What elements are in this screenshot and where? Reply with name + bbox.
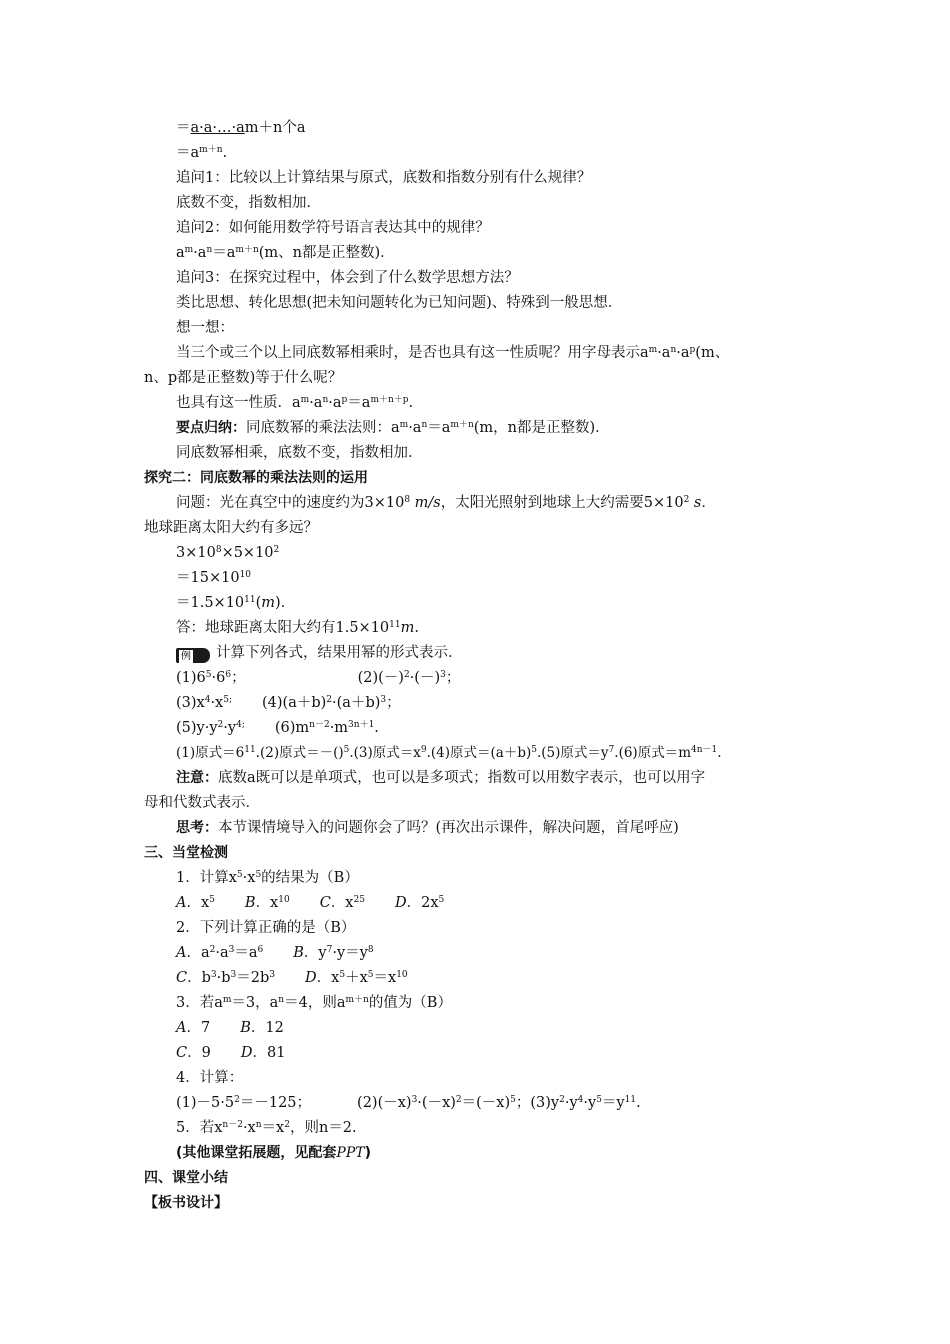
reflection: 思考：本节课情境导入的问题你会了吗？(再次出示课件，解决问题，首尾呼应) [176,820,679,836]
example-solutions: (1)原式$=6^{11}.(2)$原式＝－()$^5$.(3)原式$=x^9.(4)$原式$=(a+b)^5.(5)$原式$=y^7.(6)$原式$=m^{4n-1}$. [176,745,722,761]
quiz-question-3-options-cd: C．9 D．81 [176,1045,286,1061]
note-line-1: 注意：底数a既可以是单项式，也可以是多项式；指数可以用数字表示，也可以用字 [176,770,706,786]
product-rule-formula: $a^m\cdot a^n=a^{m+n}(m$、n都是正整数)． [176,245,395,261]
quiz-question-2-options-ab: A．$a^2\cdot a^3=a^6$ B．$y^7\cdot y=y^8$ [176,945,374,961]
quiz-question-5: 5．若$x^{n-2}\cdot x^n=x^2$，则n＝2. [176,1120,357,1136]
example-badge-icon: 例 [176,648,210,663]
answer-1: 底数不变，指数相加． [176,195,321,211]
solution-answer: 答：地球距离太阳大约有$1.5\times 10^{11}m$. [176,620,419,636]
quiz-question-1-options: A．$x^5$ B．$x^{10}$ C．$x^{25}$ D．$2x^5$ [176,895,445,911]
quiz-question-4-answers: $(1)-5\cdot 5^2=-125$； $(2)(-x)^3\cdot(-x)^2=(-x)^5$；$(3)y^2\cdot y^4\cdot y^5=y^{11}$. [176,1095,641,1111]
section-heading-explore-2: 探究二：同底数幂的乘法法则的运用 [144,470,368,486]
section-heading-summary: 四、课堂小结 [144,1170,228,1186]
think-question-line-1: 当三个或三个以上同底数幂相乘时，是否也具有这一性质呢？用字母表示$a^m\cdot a^n\cdot a^p(m$、 [176,345,730,361]
follow-up-question-3: 追问3：在探究过程中，体会到了什么数学思想方法？ [176,270,519,286]
derivation-line-2: $=a^{m+n}$. [176,145,228,161]
example-intro: 例 计算下列各式，结果用幂的形式表示． [176,643,812,663]
board-design-heading: 【板书设计】 [144,1195,228,1211]
problem-line-2: 地球距离太阳大约有多远？ [144,520,318,536]
quiz-question-4: 4．计算： [176,1070,244,1086]
rule-statement: 同底数幂相乘，底数不变，指数相加． [176,445,423,461]
section-heading-check: 三、当堂检测 [144,845,228,861]
follow-up-question-1: 追问1：比较以上计算结果与原式，底数和指数分别有什么规律？ [176,170,592,186]
answer-3: 类比思想、转化思想(把未知问题转化为已知问题)、特殊到一般思想． [176,295,623,311]
problem-line-1: 问题：光在真空中的速度约为$3\times 10^8$ m/s，太阳光照射到地球上大约需要$5\times 10^2$ s． [176,495,716,511]
example-items-1-2: $(1)6^5\cdot 6^6$； $(2)(-)^2\cdot(-)^3$； [176,670,461,686]
think-question-line-2: n、p都是正整数)等于什么呢？ [144,370,343,386]
extension-note: (其他课堂拓展题，见配套PPT) [176,1145,371,1161]
example-items-5-6: $(5)y\cdot y^2\cdot y^{4;}$ $(6)m^{n-2}\cdot m^{3n+1}$. [176,720,379,736]
quiz-question-3-options-ab: A．7 B．12 [176,1020,284,1036]
key-summary: 要点归纳：同底数幂的乘法法则：$a^m\cdot a^n=a^{m+n}(m$，n都是正整数)． [176,420,610,436]
derivation-line-1: ＝a·a·…·am＋n个a [176,120,306,136]
quiz-question-2: 2．下列计算正确的是（B） [176,920,356,936]
example-items-3-4: $(3)x^4\cdot x^{5;}$ $(4)(a+b)^2\cdot(a+b)^3$； [176,695,401,711]
quiz-question-1: 1．计算$x^5\cdot x^5$的结果为（B） [176,870,359,886]
think-heading: 想一想： [176,320,234,336]
think-answer: 也具有这一性质．$a^m\cdot a^n\cdot a^p=a^{m+n+p}$. [176,395,414,411]
note-line-2: 母和代数式表示． [144,795,260,811]
solution-line-2: $=15\times 10^{10}$ [176,570,252,586]
follow-up-question-2: 追问2：如何能用数学符号语言表达其中的规律？ [176,220,490,236]
quiz-question-3: 3．若$a^m=3$，$a^n=4$，则$a^{m+n}$的值为（B） [176,995,452,1011]
solution-line-3: $=1.5\times 10^{11}(m)$． [176,595,296,611]
solution-line-1: $3\times 10^8\times 5\times 10^2$ [176,545,280,561]
quiz-question-2-options-cd: C．$b^3\cdot b^3=2b^3$ D．$x^5+x^5=x^{10}$ [176,970,408,986]
